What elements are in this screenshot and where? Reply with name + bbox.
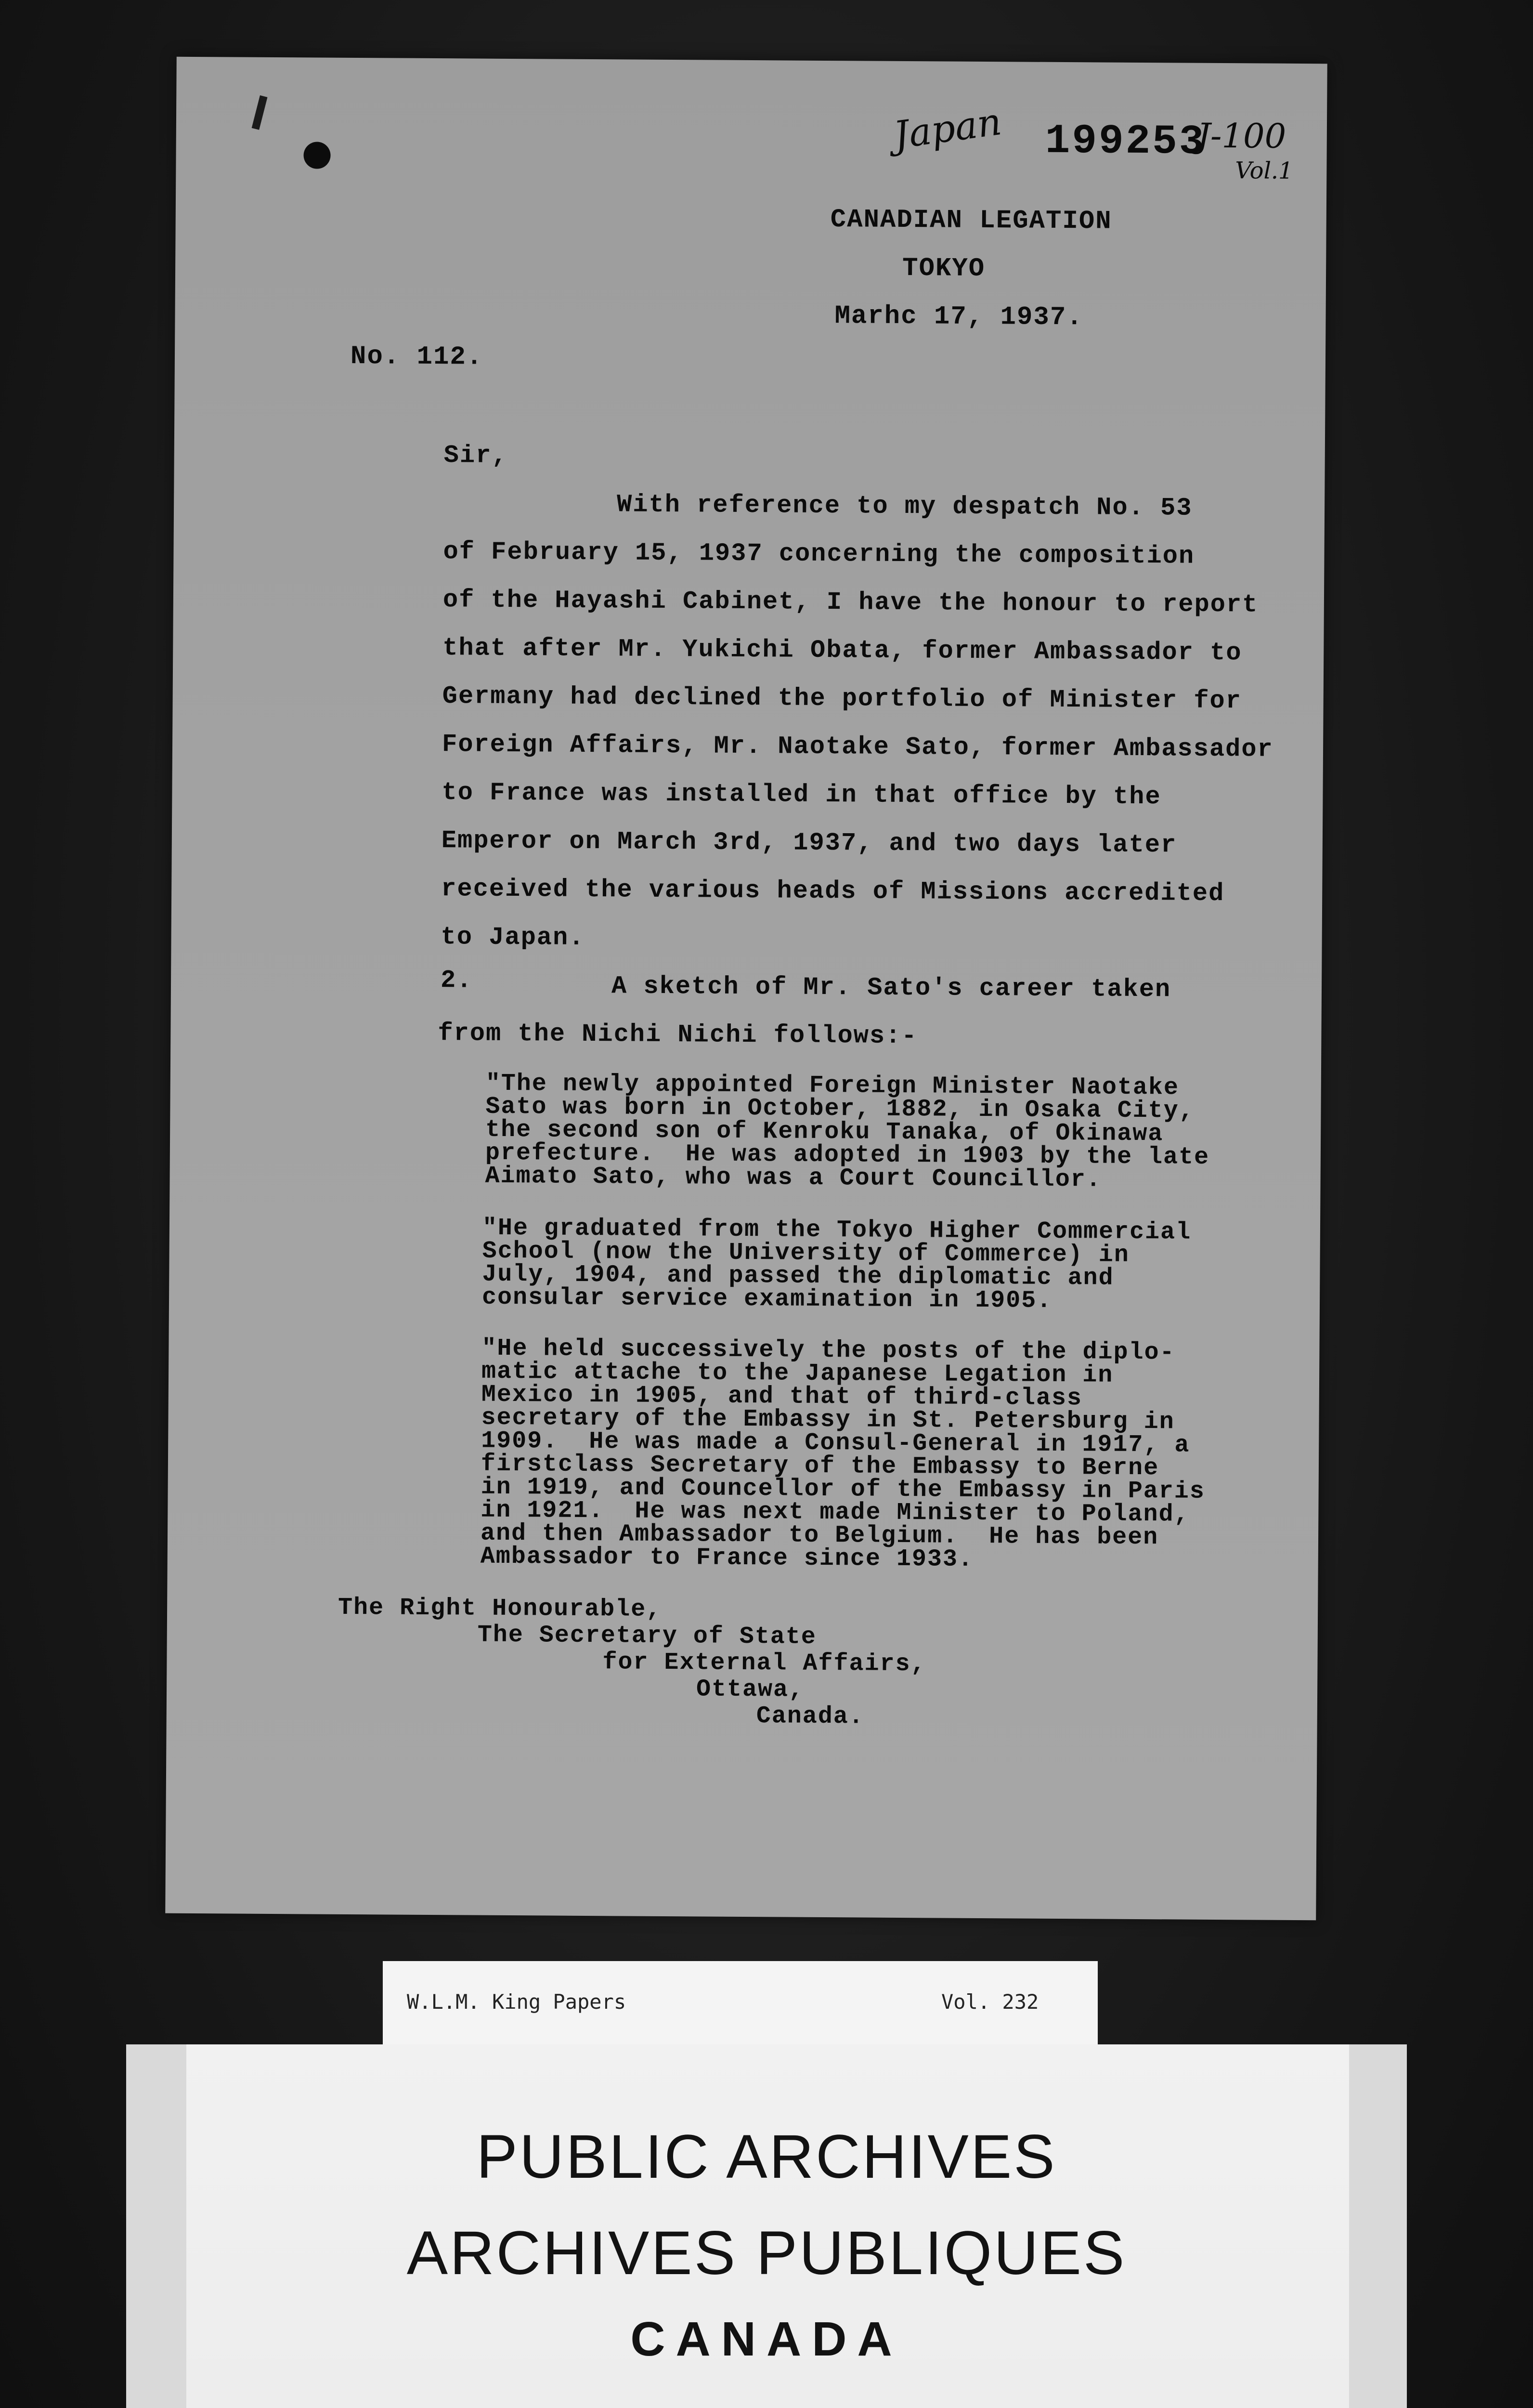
archive-title-english: PUBLIC ARCHIVES [476,2122,1057,2191]
handwritten-reference-2: J-100 [1196,116,1286,156]
pin-mark [252,95,268,130]
para1-line: to France was installed in that office by the [442,778,1161,811]
reference-label [383,1961,1098,2048]
quote1-line: Aimato Sato, who was a Court Councillor. [485,1162,1102,1194]
quote1-line: prefecture. He was adopted in 1903 by the late [485,1139,1210,1171]
despatch-number: No. 112. [350,341,483,372]
letter-date: Marhc 17, 1937. [834,301,1083,333]
para1-line: of the Hayashi Cabinet, I have the honour to report [442,586,1259,619]
address-line: Ottawa, [696,1675,805,1704]
quote3-line: and then Ambassador to Belgium. He has been [480,1519,1159,1552]
archive-country: CANADA [630,2312,903,2366]
volume-number: Vol. 232 [941,1990,1039,2014]
para1-line: Foreign Affairs, Mr. Naotake Sato, former Ambassador [442,730,1273,764]
handwritten-reference: Japan [891,100,1004,158]
handwritten-reference-3: Vol.1 [1235,157,1293,184]
quote1-line: "The newly appointed Foreign Minister Naotake [485,1070,1180,1102]
quote1-line: the second son of Kenroku Tanaka, of Okinawa [485,1116,1164,1148]
quote3-line: Mexico in 1905, and that of third-class [481,1381,1083,1413]
letter-page [165,57,1327,1921]
para2-number: 2. [440,966,473,995]
quote3-line: firstclass Secretary of the Embassy to Berne [481,1450,1159,1482]
quote2-line: "He graduated from the Tokyo Higher Commercial [482,1214,1192,1246]
quote3-line: in 1919, and Councellor of the Embassy in Paris [481,1473,1206,1505]
quote3-line: "He held successively the posts of the diplo- [481,1335,1175,1367]
stamped-number: 199253 [1045,117,1206,166]
archive-title-french: ARCHIVES PUBLIQUES [406,2219,1127,2288]
address-line: for External Affairs, [602,1649,926,1678]
address-line: The Secretary of State [477,1621,817,1651]
quote2-line: July, 1904, and passed the diplomatic and [482,1260,1114,1292]
quote3-line: in 1921. He was next made Minister to Poland, [481,1496,1190,1529]
para2-line: from the Nichi Nichi follows:- [438,1019,918,1051]
punch-hole [303,142,330,169]
para1-line: Germany had declined the portfolio of Minister for [442,682,1242,716]
para1-line: received the various heads of Missions accredited [441,875,1225,908]
collection-name: W.L.M. King Papers [407,1990,626,2014]
legation-name: CANADIAN LEGATION [830,205,1112,236]
address-line: Canada. [756,1702,864,1731]
salutation: Sir, [443,441,508,470]
para2-line: A sketch of Mr. Sato's career taken [611,972,1171,1004]
quote3-line: 1909. He was made a Consul-General in 1917, a [481,1427,1190,1459]
para1-line: Emperor on March 3rd, 1937, and two days later [441,826,1177,860]
quote3-line: Ambassador to France since 1933. [480,1543,974,1573]
quote2-line: School (now the University of Commerce) in [482,1237,1130,1269]
para1-line: With reference to my despatch No. 53 [616,490,1193,523]
quote3-line: matic attache to the Japanese Legation in [481,1358,1114,1389]
address-line: The Right Honourable, [338,1594,662,1623]
para1-line: of February 15, 1937 concerning the composition [443,537,1195,571]
para1-line: to Japan. [441,923,585,952]
quote3-line: secretary of the Embassy in St. Petersburg in [481,1404,1175,1436]
para1-line: that after Mr. Yukichi Obata, former Ambassador to [442,634,1242,667]
quote1-line: Sato was born in October, 1882, in Osaka City, [485,1093,1195,1125]
quote2-line: consular service examination in 1905. [481,1283,1052,1315]
legation-city: TOKYO [902,253,986,284]
